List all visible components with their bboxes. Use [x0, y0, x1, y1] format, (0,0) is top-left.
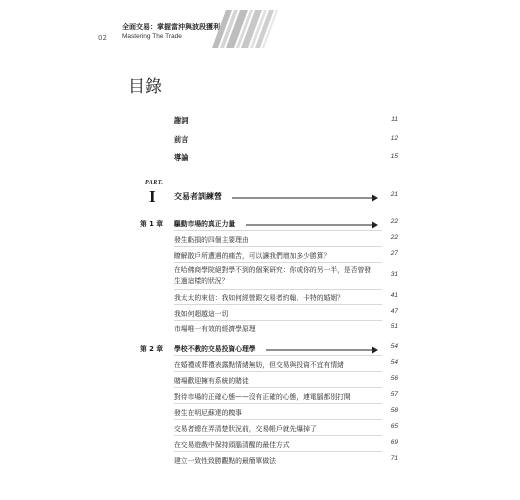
toc-entry-section[interactable]	[0, 323, 520, 337]
section-title: 在交易遊戲中保持頭腦清醒的最佳方式	[174, 441, 290, 449]
section-title: 我太太的來信：我如何經營跟交易者約翰．卡特的婚姻？	[174, 294, 344, 302]
divider	[174, 304, 382, 305]
toc-entry-page: 12	[390, 135, 398, 142]
section-title: 瞭解散戶所遭遇的痛苦，可以讓我們增加多少勝算？	[174, 252, 331, 260]
toc-entry-page: 57	[390, 391, 398, 398]
toc-heading: 目錄	[128, 77, 162, 97]
toc-entry-page: 47	[390, 308, 398, 315]
toc-entry-section[interactable]	[0, 455, 520, 469]
section-title: 賭場歡迎擁有系統的賭徒	[174, 377, 249, 385]
section-title: 我如何超越這一切	[174, 310, 229, 318]
section-title: 在哈佛商學院絕對學不到的個案研究：你或你的另一半，是否曾發生過這樣的狀況？	[174, 266, 372, 285]
divider	[174, 246, 382, 247]
toc-entry-page: 69	[390, 439, 398, 446]
toc-entry-page: 41	[390, 292, 398, 299]
running-head-subtitle: Mastering The Trade	[122, 33, 182, 40]
chapter-number: 第 2 章	[140, 345, 164, 353]
section-title: 在婚禮或葬禮表露點情緒無妨，但交易與投資不宜有情緒	[174, 361, 344, 369]
toc-entry-page: 22	[390, 234, 398, 241]
arrow-icon	[266, 346, 378, 354]
toc-entry-section[interactable]	[0, 265, 520, 287]
divider	[174, 435, 382, 436]
divider	[174, 387, 382, 388]
toc-entry-label: 謝詞	[174, 116, 189, 125]
divider	[174, 262, 382, 263]
toc-entry-page: 15	[390, 153, 398, 160]
toc-entry-page: 27	[390, 250, 398, 257]
arrow-icon	[232, 194, 378, 202]
section-title: 市場唯一有效的經濟學原理	[174, 325, 256, 333]
divider	[174, 289, 382, 290]
divider	[174, 451, 382, 452]
divider	[174, 320, 382, 321]
toc-entry-front-matter[interactable]	[0, 135, 520, 149]
toc-entry-page: 51	[390, 323, 398, 330]
section-title: 建立一致性致勝觀點的最簡單做法	[174, 457, 276, 465]
toc-entry-front-matter[interactable]	[0, 153, 520, 167]
part-title: 交易者訓練營	[174, 191, 222, 201]
divider	[174, 355, 382, 356]
toc-entry-label: 導論	[174, 153, 189, 162]
divider	[174, 371, 382, 372]
toc-entry-front-matter[interactable]	[0, 116, 520, 130]
page-number: 02	[98, 34, 107, 42]
divider	[174, 230, 382, 231]
toc-entry-page: 56	[390, 375, 398, 382]
chapter-number: 第 1 章	[140, 220, 164, 228]
toc-entry-page: 22	[390, 218, 398, 225]
section-title: 發生虧損的四個主要理由	[174, 236, 249, 244]
decorative-stripes	[212, 10, 292, 48]
divider	[174, 419, 382, 420]
arrow-icon	[246, 221, 378, 229]
toc-entry-page: 31	[390, 271, 398, 278]
toc-entry-page: 54	[390, 359, 398, 366]
toc-entry-page: 54	[390, 343, 398, 350]
toc-entry-page: 11	[391, 116, 398, 123]
toc-entry-page: 21	[390, 191, 398, 198]
running-head-title: 全面交易：掌握當沖與波段獲利	[122, 23, 220, 31]
toc-entry-page: 65	[390, 423, 398, 430]
section-title: 對待市場的正確心態——沒有正確的心態，連電腦都別打開	[174, 393, 351, 401]
section-title: 交易者總在弄清楚狀況前，交易帳戶就先爆掉了	[174, 425, 317, 433]
section-title: 發生在明尼蘇達的糗事	[174, 409, 242, 417]
toc-entry-page: 71	[390, 455, 398, 462]
part-label: PART.	[145, 180, 164, 186]
toc-entry-label: 前言	[174, 135, 189, 144]
page-header	[0, 0, 520, 48]
chapter-title: 學校不教的交易投資心理學	[174, 345, 256, 353]
part-numeral: I	[149, 187, 156, 206]
toc-entry-part[interactable]	[0, 191, 520, 205]
divider	[174, 403, 382, 404]
toc-entry-page: 58	[390, 407, 398, 414]
chapter-title: 驅動市場的真正力量	[174, 220, 236, 228]
